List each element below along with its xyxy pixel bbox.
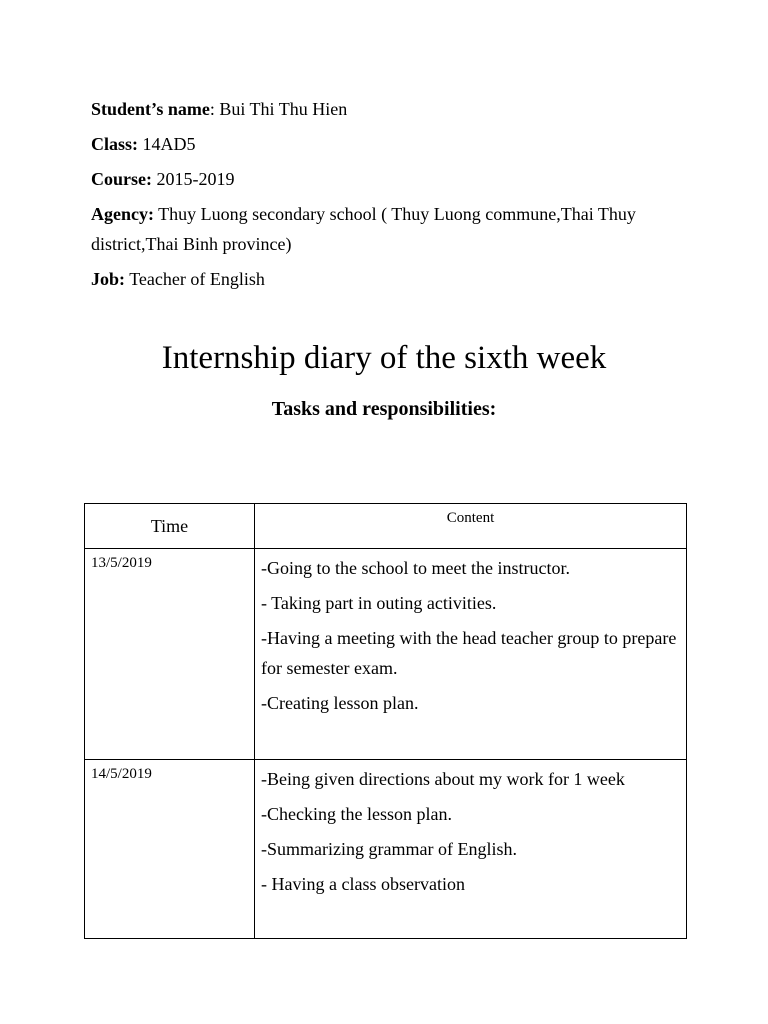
course-line <box>91 164 235 194</box>
diary-table <box>84 503 687 939</box>
job-value: Teacher of English <box>125 269 265 289</box>
job-label: Job: <box>91 269 126 289</box>
date-cell: 13/5/2019 <box>85 549 255 760</box>
table-row <box>85 760 687 939</box>
date-cell: 14/5/2019 <box>85 760 255 939</box>
table-row <box>85 549 687 760</box>
task-item: -Summarizing grammar of English. <box>261 839 517 859</box>
class-label: Class: <box>91 134 139 154</box>
student-name-value: : Bui Thi Thu Hien <box>209 99 348 119</box>
student-name-label: Student’s name <box>91 99 210 119</box>
class-value: 14AD5 <box>138 134 196 154</box>
table-header-row <box>85 504 687 549</box>
task-item: -Being given directions about my work for 1 week <box>261 769 625 789</box>
content-cell <box>255 760 687 939</box>
agency-label: Agency: <box>91 204 154 224</box>
header-content: Content <box>255 504 687 549</box>
course-label: Course: <box>91 169 152 189</box>
task-item: -Having a meeting with the head teacher group to prepare for semester exam. <box>261 628 677 678</box>
content-cell <box>255 549 687 760</box>
class-line <box>91 129 196 159</box>
document-subtitle: Tasks and responsibilities: <box>271 398 497 420</box>
header-time: Time <box>85 504 255 549</box>
task-item: -Creating lesson plan. <box>261 693 419 713</box>
document-title: Internship diary of the sixth week <box>161 340 607 376</box>
agency-value: Thuy Luong secondary school ( Thuy Luong commune,Thai Thuy district,Thai Binh province) <box>91 204 636 254</box>
task-item: - Having a class observation <box>261 874 465 894</box>
task-item: - Taking part in outing activities. <box>261 593 497 613</box>
task-item: -Going to the school to meet the instructor. <box>261 558 570 578</box>
student-name-line <box>91 94 347 124</box>
task-item: -Checking the lesson plan. <box>261 804 452 824</box>
job-line <box>91 264 265 294</box>
agency-line <box>91 199 681 259</box>
course-value: 2015-2019 <box>152 169 235 189</box>
